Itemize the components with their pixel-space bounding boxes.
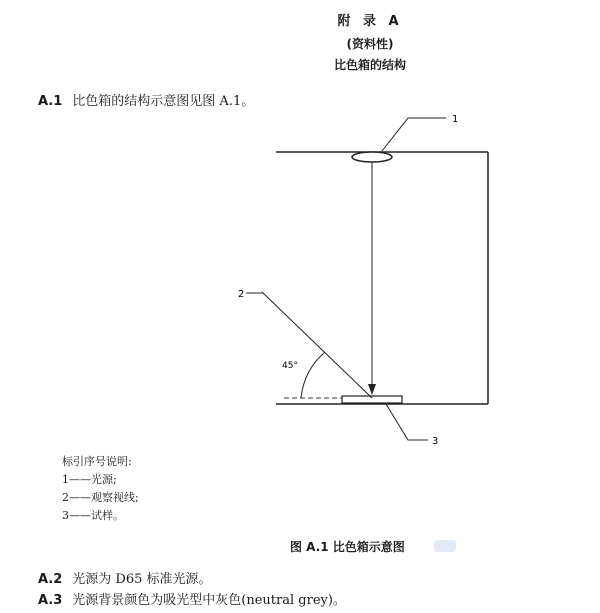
angle-arc bbox=[301, 352, 325, 398]
watermark-badge bbox=[434, 540, 456, 552]
annex-nature: (资料性) bbox=[346, 37, 394, 51]
legend-item: 3——试样。 bbox=[62, 509, 124, 522]
clause-number: A.3 bbox=[38, 593, 63, 608]
legend-item: 1——光源; bbox=[62, 473, 117, 486]
leader-3 bbox=[386, 404, 428, 440]
sample bbox=[342, 396, 402, 403]
clause-number: A.2 bbox=[38, 572, 63, 587]
callout-label-3: 3 bbox=[432, 436, 439, 447]
legend-item: 2——观察视线; bbox=[62, 491, 139, 504]
legend bbox=[62, 453, 139, 525]
clause-text: 比色箱的结构示意图见图 A.1。 bbox=[72, 94, 255, 109]
annex-title: 比色箱的结构 bbox=[333, 58, 406, 72]
leader-1 bbox=[382, 118, 446, 151]
clause-number: A.1 bbox=[38, 94, 63, 109]
angle-label: 45° bbox=[282, 361, 298, 371]
clause-a2 bbox=[38, 568, 212, 587]
light-source bbox=[352, 152, 392, 162]
annex-heading: 附 录 A bbox=[337, 14, 403, 29]
callout-label-2: 2 bbox=[238, 289, 245, 300]
clause-text: 光源背景颜色为吸光型中灰色(neutral grey)。 bbox=[72, 593, 346, 608]
legend-title: 标引序号说明: bbox=[62, 455, 132, 468]
clause-a3 bbox=[38, 589, 346, 608]
light-ray-arrowhead bbox=[368, 384, 376, 395]
callout-label-1: 1 bbox=[452, 114, 459, 125]
clause-text: 光源为 D65 标准光源。 bbox=[72, 572, 212, 587]
figure-caption: 图 A.1 比色箱示意图 bbox=[290, 540, 405, 554]
viewing-line bbox=[262, 292, 372, 398]
